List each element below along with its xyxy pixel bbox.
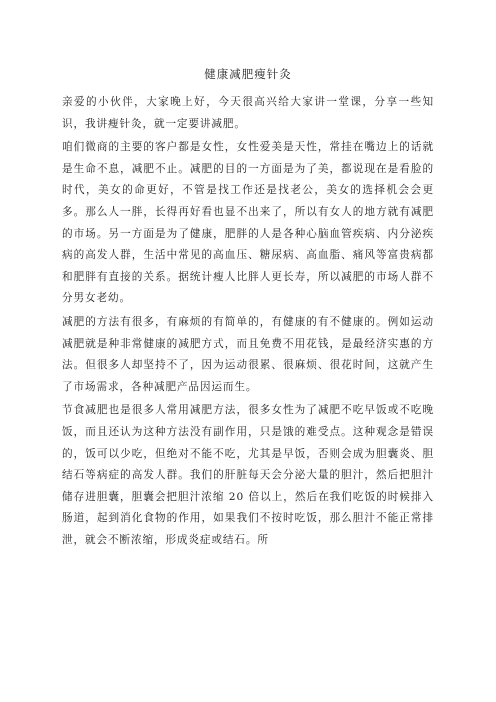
paragraph-methods: 减肥的方法有很多，有麻烦的有简单的，有健康的有不健康的。例如运动减肥就是种非常健康的减肥方式，而且免费不用花钱，是最经济实惠的方法。但很多人却坚持不了，因为运动很累、很麻烦、很花时间，这就产生了市场需求，各种减肥产品因运而生。 [62,315,434,393]
document-title: 健康减肥瘦针灸 [204,67,292,81]
paragraph-dieting: 节食减肥也是很多人常用减肥方法，很多女性为了减肥不吃早饭或不吃晚饭，而且还认为这种方法没有副作用，只是饿的难受点。这种观念是错误的，饭可以少吃，但绝对不能不吃，尤其是早饭，否则会成为胆囊炎、胆结石等病症的高发人群。我们的肝脏每天会分泌大量的胆汁，然后把胆汁储存进胆囊，胆囊会把胆汁浓缩 20 倍以上，然后在我们吃饭的时候排入肠道，起到消化食物的作用，如果我们不按时吃饭，那么胆汁不能正常排泄，就会不断浓缩，形成炎症或结石。所 [62,404,434,546]
paragraph-greeting: 亲爱的小伙伴，大家晚上好，今天很高兴给大家讲一堂课，分享一些知识，我讲瘦针灸，就一定要讲减肥。 [62,96,434,130]
paragraph-customers: 咱们微商的主要的客户都是女性，女性爱美是天性，常挂在嘴边上的话就是生命不息，减肥不止。减肥的目的一方面是为了美，都说现在是看脸的时代，美女的命更好，不管是找工作还是找老公，美女的选择机会会更多。那么人一胖，长得再好看也显不出来了，所以有女人的地方就有减肥的市场。另一方面是为了健康，肥胖的人是各种心脑血管疾病、内分泌疾病的高发人群，生活中常见的高血压、糖尿病、高血脂、痛风等富贵病都和肥胖有直接的关系。据统计瘦人比胖人更长寿，所以减肥的市场人群不分男女老幼。 [62,141,434,305]
document-page [62,66,434,553]
